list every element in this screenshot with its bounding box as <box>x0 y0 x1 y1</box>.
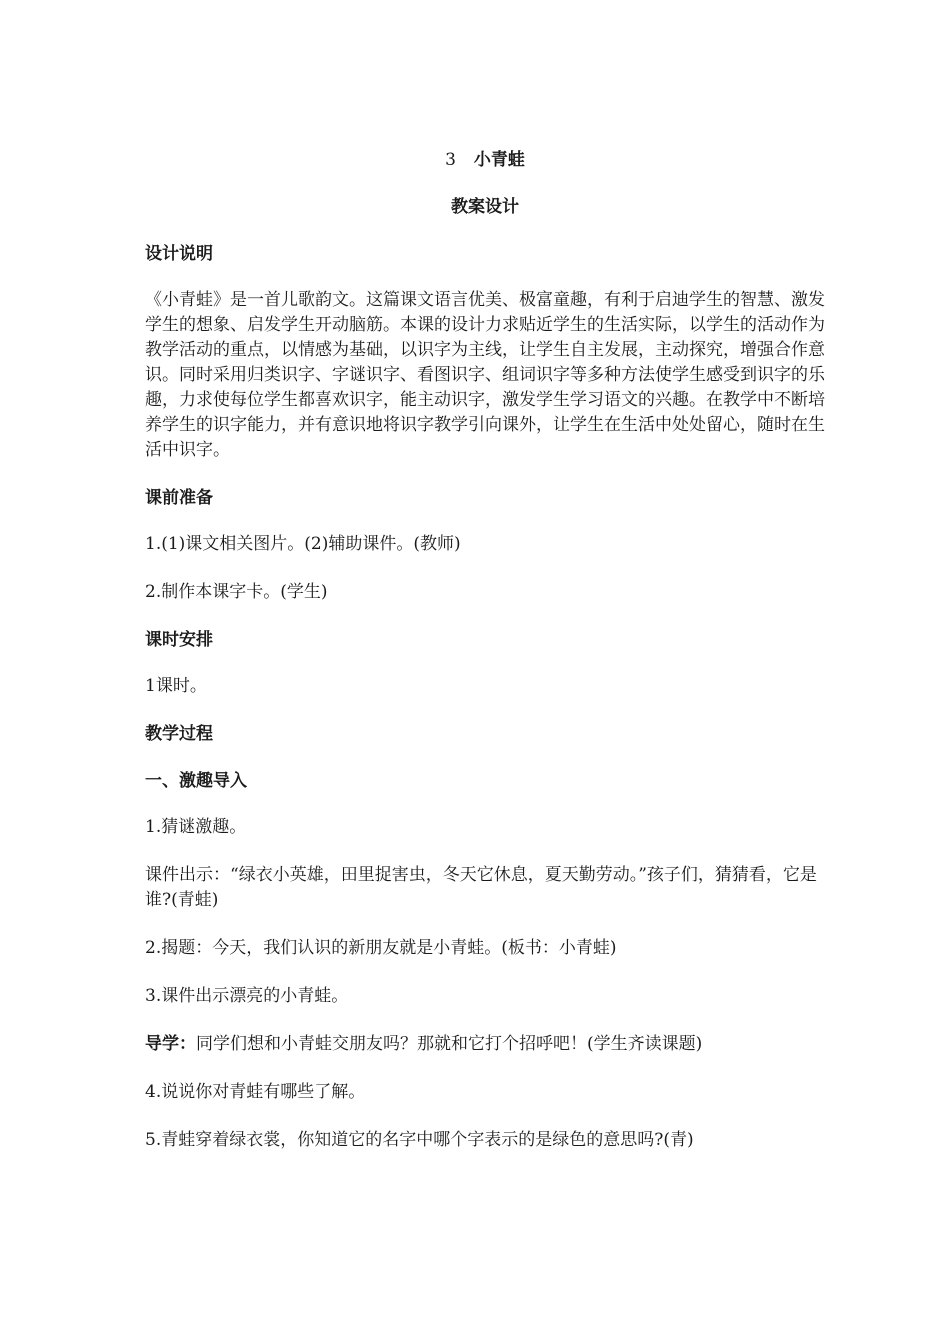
guide-label: 导学： <box>145 1034 196 1054</box>
preparation-heading: 课前准备 <box>145 488 213 508</box>
schedule-heading: 课时安排 <box>145 630 213 650</box>
courseware-riddle: 课件出示：“绿衣小英雄，田里捉害虫，冬天它休息，夏天勤劳动。”孩子们，猜猜看，它是谁?(青蛙) <box>145 865 817 910</box>
guide-text: 同学们想和小青蛙交朋友吗？那就和它打个招呼吧！(学生齐读课题) <box>196 1034 703 1054</box>
process-step-4: 4.说说你对青蛙有哪些了解。 <box>145 1082 366 1102</box>
preparation-item-1: 1.(1)课文相关图片。(2)辅助课件。(教师) <box>145 534 461 554</box>
lesson-title <box>145 148 825 172</box>
lesson-name: 小青蛙 <box>473 150 525 170</box>
design-note-text: 《小青蛙》是一首儿歌韵文。这篇课文语言优美、极富童趣，有利于启迪学生的智慧、激发学生的想象、启发学生开动脑筋。本课的设计力求贴近学生的生活实际，以学生的活动作为教学活动的重点，以情感为基础，以识字为主线，让学生自主发展，主动探究，增强合作意识。同时采用归类识字、字谜识字、看图识字、组词识字等多种方法使学生感受到识字的乐趣，力求使每位学生都喜欢识字，能主动识字，激发学生学习语文的兴趣。在教学中不断培养学生的识字能力，并有意识地将识字教学引向课外，让学生在生活中处处留心，随时在生活中识字。 <box>145 290 825 460</box>
design-note-heading: 设计说明 <box>145 244 213 264</box>
process-step-1: 1.猜谜激趣。 <box>145 817 247 837</box>
process-step-3: 3.课件出示漂亮的小青蛙。 <box>145 986 349 1006</box>
guide-paragraph <box>145 1032 825 1057</box>
process-heading: 教学过程 <box>145 724 213 744</box>
schedule-text: 1课时。 <box>145 676 207 696</box>
preparation-item-2: 2.制作本课字卡。(学生) <box>145 582 328 602</box>
lesson-subtitle: 教案设计 <box>451 197 519 217</box>
section1-heading: 一、激趣导入 <box>145 771 247 791</box>
process-step-5: 5.青蛙穿着绿衣裳，你知道它的名字中哪个字表示的是绿色的意思吗?(青) <box>145 1130 694 1150</box>
lesson-plan-page <box>145 148 825 1153</box>
process-step-2: 2.揭题：今天，我们认识的新朋友就是小青蛙。(板书：小青蛙) <box>145 938 617 958</box>
lesson-number: 3 <box>445 150 456 170</box>
